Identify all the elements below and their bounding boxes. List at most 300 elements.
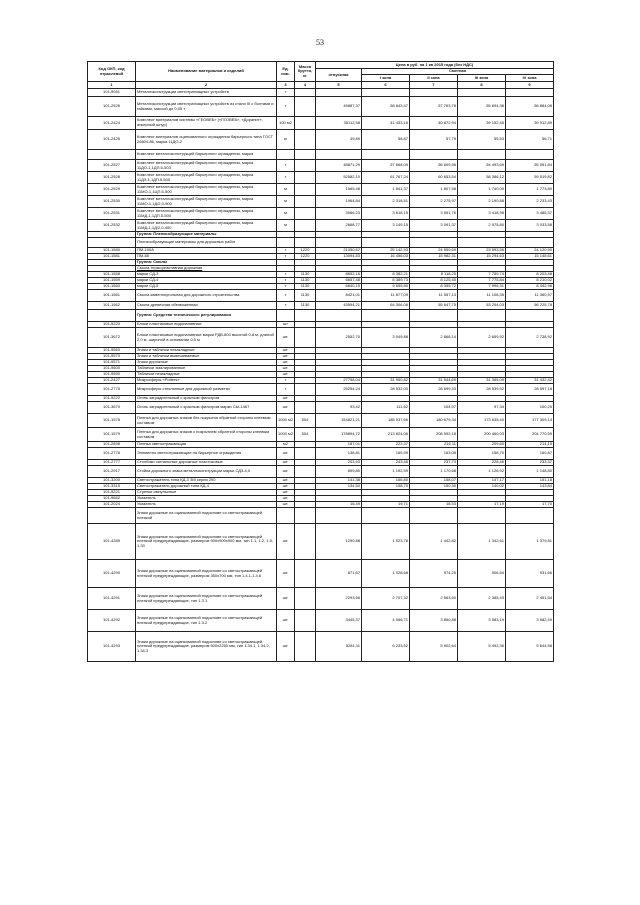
cell-mass: 1130 (295, 290, 316, 302)
cell-price-zone1: 57 668,09 (362, 160, 410, 172)
cell-price-zone3: 31 365,09 (458, 378, 506, 384)
header-mass: Масса брутто, кг (295, 62, 316, 82)
cell-price-release: 3066,23 (316, 208, 362, 220)
cell-price-zone1: 6 233,52 (362, 632, 410, 662)
cell-price-zone4: 28 597,18 (506, 384, 554, 396)
cell-price-release: 21050,67 (316, 248, 362, 254)
cell-name: Стрелки импульсные (136, 490, 277, 496)
cell-price-release (316, 508, 362, 524)
cell-mass (295, 130, 316, 150)
cell-price-release: 6657,48 (316, 278, 362, 284)
cell-price-zone4: 2 738,92 (506, 328, 554, 348)
cell-price-zone4: 1 148,80 (506, 466, 554, 478)
cell-unit: т (277, 278, 295, 284)
cell-price-zone3: 15 294,63 (458, 254, 506, 260)
cell-mass (295, 89, 316, 97)
cell-price-zone3: 55,53 (458, 130, 506, 150)
cell-price-zone2: 8 118,25 (410, 272, 458, 278)
header-estimate: Сметная (362, 69, 554, 75)
cell-unit: т (277, 384, 295, 396)
cell-code: 101-9051 (88, 89, 136, 97)
cell-mass (295, 448, 316, 460)
cell-name: Знаки дорожные на оцинкованной подоснове со светоотражающей пленкой предупреждающие, размером 350х700 мм, тип 1.4.1-1.4.6 (136, 560, 277, 588)
cell-price-release: 16,49 (316, 502, 362, 508)
cell-name: Смола каменноугольная для дорожного строительства (136, 290, 277, 302)
cell-price-zone2: 1 442,82 (410, 524, 458, 560)
cell-price-zone4: 8 203,48 (506, 272, 554, 278)
cell-code: 101-2526 (88, 97, 136, 117)
cell-price-zone3: 147,17 (458, 478, 506, 484)
cell-price-zone4: 204 770,59 (506, 428, 554, 442)
cell-price-zone1: 31 950,82 (362, 378, 410, 384)
cell-name: Смола термореактивная дорожная (136, 266, 277, 272)
cell-price-release: 48871,29 (316, 160, 362, 172)
cell-price-zone1: 1 192,59 (362, 466, 410, 478)
cell-mass: 1130 (295, 284, 316, 290)
col-number: 3 (277, 82, 295, 89)
cell-price-zone4: 1 379,81 (506, 524, 554, 560)
cell-name: Комплект металлоконструкций барьерного ограждения, марка 11ДЗ-1,1ДП.5-500 (136, 172, 277, 184)
cell-mass (295, 172, 316, 184)
cell-price-zone1: 16 456,03 (362, 254, 410, 260)
cell-code: 101-1559 (88, 278, 136, 284)
header-code: Код ОКП, код отраслевой (88, 62, 136, 82)
cell-name: Группа: Средства технического регулирования (136, 310, 277, 322)
cell-price-zone2: 2 868,14 (410, 328, 458, 348)
cell-name: Светоотражатель типа КД-3 ЗМ серия 290 (136, 478, 277, 484)
cell-price-zone3: 2 659,92 (458, 328, 506, 348)
cell-mass (295, 524, 316, 560)
cell-code: 101-1580 (88, 248, 136, 254)
cell-price-zone1: 1 523,78 (362, 524, 410, 560)
cell-code: 101-2777 (88, 460, 136, 466)
cell-price-release (316, 150, 362, 160)
cell-unit: шт. (277, 448, 295, 460)
table-body (88, 89, 554, 662)
cell-price-zone1: 3 149,15 (362, 220, 410, 232)
cell-name: Знаки дорожные на оцинкованной подоснове со светоотражающей пленкой (136, 508, 277, 524)
cell-mass (295, 150, 316, 160)
cell-price-zone3: 1 342,61 (458, 524, 506, 560)
cell-unit: шт. (277, 478, 295, 484)
table-row (88, 384, 554, 396)
cell-price-release: 899,80 (316, 466, 362, 478)
cell-name: Пленка светоотражающая (136, 442, 277, 448)
cell-price-zone2: 104,97 (410, 402, 458, 414)
cell-code: 101-3670 (88, 402, 136, 414)
cell-price-zone4: 39 912,89 (506, 117, 554, 130)
cell-price-zone1: 3 618,15 (362, 208, 410, 220)
table-row (88, 328, 554, 348)
cell-name: Комплект материалов оцинкованного ограждения барьерного типа ГОСТ 26804-86, марка 11ДО-2 (136, 130, 277, 150)
cell-price-zone3: 200 460,03 (458, 428, 506, 442)
cell-price-zone4: 214,15 (506, 442, 554, 448)
cell-name: Светоотражатель дорожный типа КД-4 (136, 484, 277, 490)
cell-price-zone1: 25 142,93 (362, 248, 410, 254)
cell-unit: шт. (277, 396, 295, 402)
cell-price-zone1: 213 824,06 (362, 428, 410, 442)
cell-price-zone3: 58 386,12 (458, 172, 506, 184)
cell-code: 101-2024 (88, 502, 136, 508)
cell-price-zone4: 15 148,61 (506, 254, 554, 260)
cell-price-zone4: 5 644,58 (506, 632, 554, 662)
cell-price-zone2 (410, 508, 458, 524)
cell-name: Указатель (136, 502, 277, 508)
cell-name: Таблички незакладные (136, 372, 277, 378)
cell-price-release: 154821,21 (316, 414, 362, 428)
cell-price-zone2: 24 559,69 (410, 248, 458, 254)
cell-name: Блоки пластиковые водоналивные (136, 322, 277, 328)
col-number: 8 (458, 82, 506, 89)
cell-name: Комплект материалов системы «ГЕОВЕБ» («ГЕОВЕБ», «Доранит», анкерный шнур) (136, 117, 277, 130)
cell-price-zone2: 163,08 (410, 448, 458, 460)
cell-price-zone2: 55 647,75 (410, 302, 458, 310)
cell-price-zone1: 111,62 (362, 402, 410, 414)
cell-price-zone2: 208 592,18 (410, 428, 458, 442)
cell-price-release: 13094,83 (316, 254, 362, 260)
cell-price-release: 27758,04 (316, 378, 362, 384)
cell-price-zone1: 8 382,21 (362, 272, 410, 278)
header-unit: Ед. изм. (277, 62, 295, 82)
cell-unit: 1000 м2 (277, 414, 295, 428)
cell-price-zone1: 58 843,47 (362, 97, 410, 117)
cell-price-zone2: 180 679,34 (410, 414, 458, 428)
cell-price-release: 93,42 (316, 402, 362, 414)
cell-name: Стойка дорожного знака металлоконструкции марки СД3-4,0 (136, 466, 277, 478)
header-zone1: I зона (362, 75, 410, 82)
cell-price-zone3: 17,19 (458, 502, 506, 508)
cell-price-zone4: 160,87 (506, 448, 554, 460)
cell-name: Группа: Смолы (136, 260, 277, 266)
col-number: 5 (316, 82, 362, 89)
cell-code: 101-9590 (88, 372, 136, 378)
cell-name: Комплект металлоконструкций барьерного ограждения, марка 11МО-1,1Д/2,0-500 (136, 196, 277, 208)
table-row (88, 184, 554, 196)
group-row (88, 310, 554, 322)
cell-price-zone2 (410, 238, 458, 248)
cell-price-zone2 (410, 310, 458, 322)
cell-code: 101-1558 (88, 272, 136, 278)
cell-code: 101-2527 (88, 160, 136, 172)
cell-price-zone3 (458, 150, 506, 160)
cell-name: Огонь заградительный с красным фильтром марки СЫ-1467 (136, 402, 277, 414)
cell-price-zone2 (410, 89, 458, 97)
cell-price-zone2: 56 609,96 (410, 160, 458, 172)
cell-price-zone4: 2 233,43 (506, 196, 554, 208)
cell-mass: 1130 (295, 272, 316, 278)
cell-mass (295, 160, 316, 172)
cell-code: 101-4291 (88, 588, 136, 610)
cell-unit: шт. (277, 560, 295, 588)
table-row (88, 220, 554, 232)
cell-name: Знаки дорожные на оцинкованной подоснове со светоотражающей пленкой предупреждающие, тип 1.3.2 (136, 610, 277, 632)
cell-price-zone4: 55 551,84 (506, 160, 554, 172)
cell-unit: м (277, 208, 295, 220)
cell-price-release: 49,89 (316, 130, 362, 150)
price-table (87, 61, 554, 662)
table-row (88, 196, 554, 208)
page-number: 53 (316, 38, 324, 47)
cell-name: Металлоконструкции светотранзацных устройств (136, 89, 277, 97)
col-number: 2 (136, 82, 277, 89)
cell-code: 101-9221 (88, 490, 136, 496)
cell-price-zone2: 216,11 (410, 442, 458, 448)
col-number: 6 (362, 82, 410, 89)
cell-price-zone2: 150,30 (410, 484, 458, 490)
cell-price-zone1 (362, 150, 410, 160)
table-row (88, 448, 554, 460)
cell-price-zone3: 158,70 (458, 448, 506, 460)
cell-price-release (316, 310, 362, 322)
cell-unit (277, 150, 295, 160)
cell-unit: шт (277, 322, 295, 328)
cell-price-zone4: 56 225,78 (506, 302, 554, 310)
cell-unit: шт. (277, 360, 295, 366)
cell-code: 101-1579 (88, 428, 136, 442)
cell-price-zone1: 223,37 (362, 442, 410, 448)
cell-code: 101-1578 (88, 414, 136, 428)
cell-price-zone3: 7 775,84 (458, 278, 506, 284)
cell-price-release: 6840,15 (316, 284, 362, 290)
cell-code (88, 238, 136, 248)
col-number: 1 (88, 82, 136, 89)
cell-code: 101-2528 (88, 172, 136, 184)
cell-unit: м (277, 220, 295, 232)
cell-code (88, 508, 136, 524)
table-row (88, 89, 554, 97)
cell-name: Знаки и таблички вывешиваемые (136, 354, 277, 360)
cell-mass (295, 220, 316, 232)
table-row (88, 160, 554, 172)
cell-price-zone4: 1 773,80 (506, 184, 554, 196)
cell-name: ПМ-100А (136, 248, 277, 254)
cell-mass (295, 184, 316, 196)
cell-code: 101-2898 (88, 442, 136, 448)
cell-price-zone3: 55 694,38 (458, 97, 506, 117)
cell-price-zone3: 228,46 (458, 460, 506, 466)
cell-code: 101-2531 (88, 208, 136, 220)
cell-code: 101-2529 (88, 184, 136, 196)
cell-name: Комплект металлоконструкций барьерного ограждения, марка 11МД-1,1ДП.5-500 (136, 208, 277, 220)
cell-name: Пленка для дорожных знаков с покрытием обратной стороны клеевым составом (136, 428, 277, 442)
cell-price-zone1: 1 028,68 (362, 560, 410, 588)
cell-code: 101-9220 (88, 322, 136, 328)
cell-price-zone1: 158,70 (362, 484, 410, 490)
cell-price-release: 141,38 (316, 478, 362, 484)
cell-unit: шт. (277, 490, 295, 496)
table-row (88, 466, 554, 478)
cell-name: Столбики сигнальные дорожные пластиковые (136, 460, 277, 466)
cell-code: 101-4290 (88, 560, 136, 588)
cell-code: 101-1561 (88, 290, 136, 302)
cell-price-zone1: 61 767,24 (362, 172, 410, 184)
cell-price-zone4: 931,66 (506, 560, 554, 588)
cell-price-zone4: 56 884,08 (506, 97, 554, 117)
cell-price-zone4: 17,70 (506, 502, 554, 508)
cell-price-zone3: 2 190,88 (458, 196, 506, 208)
cell-price-release: 2293,66 (316, 588, 362, 610)
header-zone4: IV зона (506, 75, 554, 82)
cell-unit: т (277, 302, 295, 310)
cell-price-zone3: 140,02 (458, 484, 506, 490)
cell-price-zone3: 39 152,45 (458, 117, 506, 130)
cell-code: 101-9600 (88, 366, 136, 372)
cell-code: 101-9560 (88, 348, 136, 354)
cell-price-zone1: 2 318,51 (362, 196, 410, 208)
cell-unit: 100 м2 (277, 117, 295, 130)
header-name: Наименование материалов и изделий (136, 62, 277, 82)
cell-price-release: 52582,10 (316, 172, 362, 184)
cell-code: 101-4289 (88, 524, 136, 560)
cell-code (88, 310, 136, 322)
cell-price-zone1: 58,87 (362, 130, 410, 150)
cell-price-zone1 (362, 310, 410, 322)
cell-code: 101-2530 (88, 196, 136, 208)
cell-mass: 1220 (295, 254, 316, 260)
cell-price-zone2: 8 125,45 (410, 278, 458, 284)
cell-price-release: 8421,01 (316, 290, 362, 302)
cell-price-zone3 (458, 89, 506, 97)
cell-price-zone4: 59 519,82 (506, 172, 554, 184)
cell-price-zone4 (506, 89, 554, 97)
cell-name: Указатель (136, 496, 277, 502)
cell-mass (295, 632, 316, 662)
cell-price-zone3: 54 493,69 (458, 160, 506, 172)
cell-mass (295, 328, 316, 348)
cell-price-release: 187,01 (316, 442, 362, 448)
col-number: 4 (295, 82, 316, 89)
cell-price-zone1: 8 389,73 (362, 278, 410, 284)
cell-price-zone2: 2 275,97 (410, 196, 458, 208)
cell-price-zone2: 11 557,13 (410, 290, 458, 302)
table-row (88, 632, 554, 662)
cell-price-zone4 (506, 310, 554, 322)
cell-price-zone2: 8 355,72 (410, 284, 458, 290)
cell-price-release: 2668,77 (316, 220, 362, 232)
cell-name: Знаки дорожные на оцинкованной подоснове со светоотражающей пленкой предупреждающие, размером 500х2250 мм, тип 1.34.1, 1.34.2, 1.34.3 (136, 632, 277, 662)
col-number: 7 (410, 82, 458, 89)
cell-price-release: 138,81 (316, 448, 362, 460)
cell-unit: м (277, 196, 295, 208)
table-row (88, 208, 554, 220)
cell-price-zone1 (362, 89, 410, 97)
cell-price-release: 1290,88 (316, 524, 362, 560)
table-row (88, 238, 554, 248)
cell-code: 101-3315 (88, 484, 136, 490)
cell-price-zone2: 31 544,69 (410, 378, 458, 384)
col-number: 9 (506, 82, 554, 89)
cell-code: 101-2532 (88, 220, 136, 232)
cell-mass (295, 238, 316, 248)
cell-name: Знаки дорожные на оцинкованной подоснове со светоотражающей пленкой предупреждающие, тип 1.3.1 (136, 588, 277, 610)
header-release: отпускная (316, 69, 362, 82)
cell-unit: шт. (277, 460, 295, 466)
cell-price-release: 25254,24 (316, 384, 362, 396)
cell-name: Знаки и таблички незакладные (136, 348, 277, 354)
cell-unit: т (277, 160, 295, 172)
header-zone2: II зона (410, 75, 458, 82)
cell-mass (295, 466, 316, 478)
cell-mass (295, 208, 316, 220)
cell-price-zone4: 31 432,42 (506, 378, 554, 384)
table-row (88, 290, 554, 302)
cell-unit: 1000 м2 (277, 428, 295, 442)
cell-price-zone4: 8 210,02 (506, 278, 554, 284)
cell-price-zone2: 5 902,64 (410, 632, 458, 662)
cell-unit: шт. (277, 354, 295, 360)
cell-name: марки СД-4 (136, 278, 277, 284)
cell-unit: шт. (277, 588, 295, 610)
cell-code: 101-1562 (88, 302, 136, 310)
cell-unit: т (277, 89, 295, 97)
cell-name: Микросферы «Potters» (136, 378, 277, 384)
table-row (88, 524, 554, 560)
cell-name: Комплект металлоконструкций барьерного ограждения, марка 11ДО-1,1ДП.5-503 (136, 160, 277, 172)
cell-price-zone2: 1 807,58 (410, 184, 458, 196)
cell-price-zone2: 60 653,54 (410, 172, 458, 184)
cell-mass: 504 (295, 414, 316, 428)
cell-price-zone3 (458, 310, 506, 322)
cell-mass (295, 560, 316, 588)
cell-price-zone3: 3 418,98 (458, 208, 506, 220)
cell-price-release: 43594,21 (316, 302, 362, 310)
cell-unit (277, 508, 295, 524)
cell-price-zone1: 166,80 (362, 478, 410, 484)
cell-price-zone1: 4 066,71 (362, 610, 410, 632)
cell-mass (295, 310, 316, 322)
cell-price-zone3: 2 975,80 (458, 220, 506, 232)
cell-unit: т (277, 284, 295, 290)
cell-name: Металлоконструкции светотранзацных устройств из стали III с болтами и гайками, массой до 0,05 т (136, 97, 277, 117)
cell-price-release: 1565,48 (316, 184, 362, 196)
cell-name: Комплект металлоконструкций барьерного ограждения, марка (136, 150, 277, 160)
cell-mass (295, 97, 316, 117)
cell-name: Таблички эмалированные (136, 366, 277, 372)
cell-price-zone4: 3 682,49 (506, 610, 554, 632)
cell-code: 101-2917 (88, 466, 136, 478)
cell-price-zone4: 2 451,54 (506, 588, 554, 610)
cell-price-zone3: 209,60 (458, 442, 506, 448)
cell-unit: м2 (277, 442, 295, 448)
cell-unit: т (277, 248, 295, 254)
cell-price-zone3: 3 583,19 (458, 610, 506, 632)
cell-name: марки СД-5 (136, 284, 277, 290)
cell-unit: шт. (277, 466, 295, 478)
table-row (88, 302, 554, 310)
cell-mass (295, 588, 316, 610)
cell-unit (277, 310, 295, 322)
cell-name: Микросферы стеклянные для дорожной разметки (136, 384, 277, 396)
cell-unit: т (277, 290, 295, 302)
cell-unit: шт. (277, 402, 295, 414)
cell-price-zone3: 97,34 (458, 402, 506, 414)
cell-mass (295, 610, 316, 632)
table-row (88, 588, 554, 610)
cell-price-release: 49887,37 (316, 97, 362, 117)
cell-price-zone3: 53 254,03 (458, 302, 506, 310)
table-row (88, 560, 554, 588)
cell-unit: шт. (277, 610, 295, 632)
cell-price-zone3: 2 385,43 (458, 588, 506, 610)
cell-price-release: 3445,37 (316, 610, 362, 632)
cell-unit: шт. (277, 502, 295, 508)
cell-name: Блоки пластиковые водоналивные марки РДВ-800 высотой 0,8 м, длиной 2,0 м, шириной в основании 0,5 м (136, 328, 277, 348)
cell-price-zone3: 5 492,36 (458, 632, 506, 662)
cell-price-zone4: 100,25 (506, 402, 554, 414)
cell-price-zone3: 23 593,56 (458, 248, 506, 254)
cell-price-zone4: 3 485,37 (506, 208, 554, 220)
cell-price-zone2: 3 850,88 (410, 610, 458, 632)
